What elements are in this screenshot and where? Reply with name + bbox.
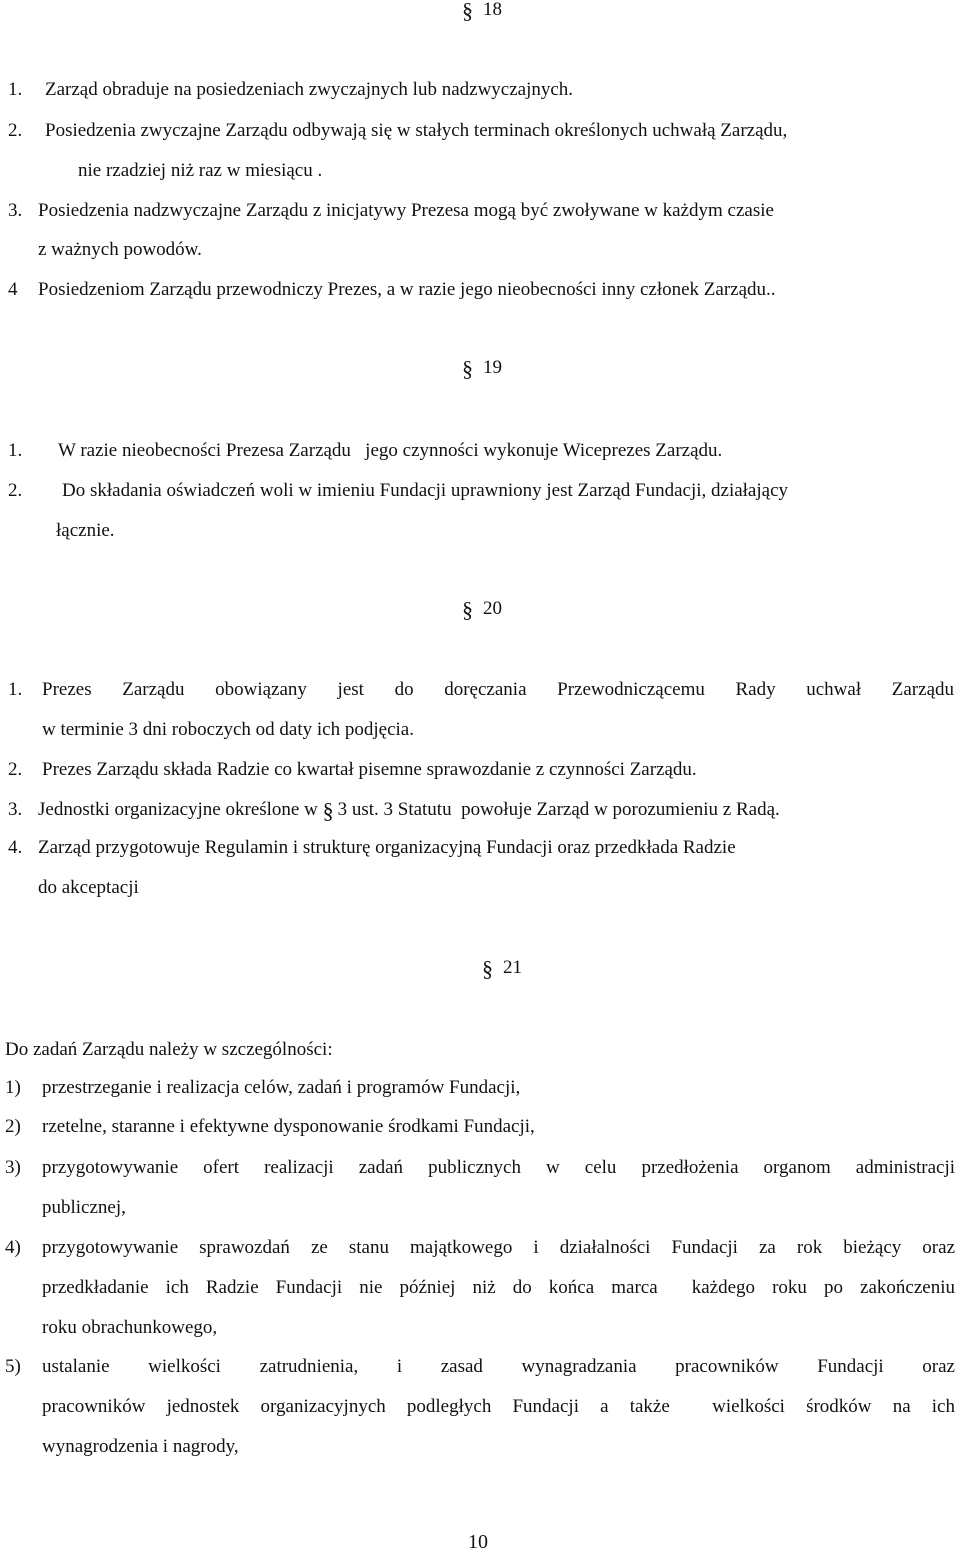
s21-item-1-line-1: przestrzeganie i realizacja celów, zadań i programów Fundacji, <box>42 1077 521 1098</box>
s18-item-3-line-2: z ważnych powodów. <box>38 239 202 260</box>
section-symbol: § <box>322 798 334 823</box>
section-symbol: § <box>462 0 473 23</box>
s21-item-4-line-3: roku obrachunkowego, <box>42 1317 218 1338</box>
page-number: 10 <box>468 1531 488 1553</box>
s19-item-1-marker: 1. <box>8 440 23 461</box>
s21-item-5-marker: 5) <box>5 1356 21 1377</box>
s21-item-4-marker: 4) <box>5 1237 21 1258</box>
s18-item-1-marker: 1. <box>8 79 23 100</box>
s19-item-2-marker: 2. <box>8 480 23 501</box>
section-symbol: § <box>482 956 493 981</box>
s18-item-1-line-1: Zarząd obraduje na posiedzeniach zwyczajnych lub nadzwyczajnych. <box>45 79 574 100</box>
s21-item-4-line-1: przygotowywanie sprawozdań ze stanu majątkowego i działalności Fundacji za rok bieżący oraz <box>42 1237 955 1258</box>
s21-item-5-line-3: wynagrodzenia i nagrody, <box>42 1436 239 1457</box>
s18-item-2-line-1: Posiedzenia zwyczajne Zarządu odbywają się w stałych terminach określonych uchwałą Zarządu, <box>45 120 788 141</box>
s20-item-2-line-1: Prezes Zarządu składa Radzie co kwartał pisemne sprawozdanie z czynności Zarządu. <box>42 759 697 780</box>
section-number: 21 <box>503 957 522 978</box>
s18-item-2-line-2: nie rzadziej niż raz w miesiącu . <box>78 160 323 181</box>
s21-item-1-marker: 1) <box>5 1077 21 1098</box>
s20-item-3-line-1 <box>38 800 780 822</box>
s18-item-4-line-1: Posiedzeniom Zarządu przewodniczy Prezes, a w razie jego nieobecności inny członek Zarządu.. <box>38 279 776 300</box>
s21-item-5-line-2: pracowników jednostek organizacyjnych podległych Fundacji a także wielkości środków na ich <box>42 1396 955 1417</box>
s19-item-2-line-2: łącznie. <box>56 520 115 541</box>
s21-item-2-line-1: rzetelne, staranne i efektywne dysponowanie środkami Fundacji, <box>42 1116 535 1137</box>
s19-item-2-line-1: Do składania oświadczeń woli w imieniu Fundacji uprawniony jest Zarząd Fundacji, działający <box>62 480 789 501</box>
s20-item-4-line-1: Zarząd przygotowuje Regulamin i strukturę organizacyjną Fundacji oraz przedkłada Radzie <box>38 837 736 858</box>
section-number: 20 <box>483 598 502 619</box>
s20-item-3-text-b: 3 ust. 3 Statutu powołuje Zarząd w porozumieniu z Radą. <box>337 799 780 820</box>
section-19-heading <box>462 358 502 380</box>
section-symbol: § <box>462 356 473 381</box>
s20-item-4-marker: 4. <box>8 837 23 858</box>
section-18-heading <box>462 0 502 22</box>
s20-item-3-text-a: Jednostki organizacyjne określone w <box>38 799 318 820</box>
s21-item-3-line-2: publicznej, <box>42 1197 126 1218</box>
section-number: 19 <box>483 357 502 378</box>
s18-item-4-marker: 4 <box>8 279 18 300</box>
s21-item-2-marker: 2) <box>5 1116 21 1137</box>
s20-item-3-marker: 3. <box>8 799 23 820</box>
s18-item-2-marker: 2. <box>8 120 23 141</box>
s20-item-4-line-2: do akceptacji <box>38 877 139 898</box>
s20-item-2-marker: 2. <box>8 759 23 780</box>
s18-item-3-marker: 3. <box>8 200 23 221</box>
s20-item-1-marker: 1. <box>8 679 23 700</box>
s21-item-3-marker: 3) <box>5 1157 21 1178</box>
section-21-heading <box>482 958 522 980</box>
s21-item-4-line-2: przedkładanie ich Radzie Fundacji nie później niż do końca marca każdego roku po zakończeniu <box>42 1277 955 1298</box>
s21-item-5-line-1: ustalanie wielkości zatrudnienia, i zasad wynagradzania pracowników Fundacji oraz <box>42 1356 955 1377</box>
section-20-heading <box>462 599 502 621</box>
section-symbol: § <box>462 597 473 622</box>
section-number: 18 <box>483 0 502 20</box>
s21-intro: Do zadań Zarządu należy w szczególności: <box>5 1039 333 1060</box>
s20-item-1-line-1: Prezes Zarządu obowiązany jest do doręczania Przewodniczącemu Rady uchwał Zarządu <box>42 679 954 700</box>
s21-item-3-line-1: przygotowywanie ofert realizacji zadań publicznych w celu przedłożenia organom administracji <box>42 1157 955 1178</box>
s19-item-1-line-1: W razie nieobecności Prezesa Zarządu jego czynności wykonuje Wiceprezes Zarządu. <box>58 440 723 461</box>
s20-item-1-line-2: w terminie 3 dni roboczych od daty ich podjęcia. <box>42 719 414 740</box>
s18-item-3-line-1: Posiedzenia nadzwyczajne Zarządu z inicjatywy Prezesa mogą być zwoływane w każdym czasie <box>38 200 774 221</box>
